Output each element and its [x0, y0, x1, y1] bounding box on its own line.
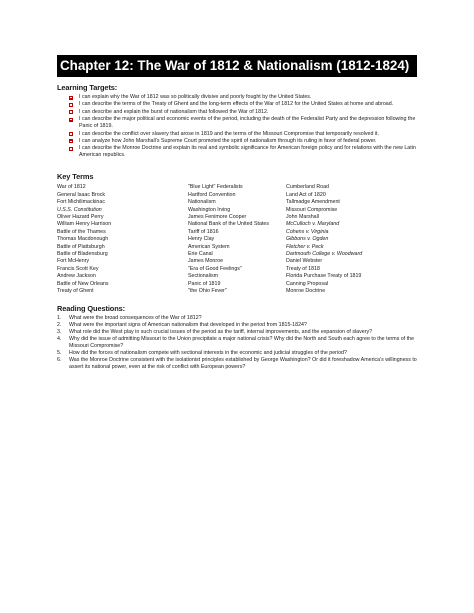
red-square-bullet-icon — [69, 110, 73, 114]
key-term: John Marshall — [286, 213, 319, 220]
question-number: 6. — [57, 357, 62, 364]
question-number: 5. — [57, 350, 62, 357]
question-text: What role did the West play in such crucial issues of the period as the tariff, internal improvements, and the expansion of slavery? — [69, 329, 373, 336]
key-term: Tariff of 1816 — [188, 228, 219, 235]
learning-target-text: I can explain why the War of 1812 was so politically divisive and poorly fought by the United States. — [79, 94, 312, 100]
key-term: Thomas Macdonough — [57, 236, 109, 243]
key-term: James Fenimore Cooper — [188, 213, 247, 220]
key-term: Missouri Compromise — [286, 206, 338, 213]
learning-target-text: I can describe the conflict over slavery that arose in 1819 and the terms of the Missouri Compromise that temporarily resolved it. — [79, 130, 379, 137]
key-term: Andrew Jackson — [57, 273, 96, 280]
reading-question — [57, 350, 417, 357]
key-term: Cumberland Road — [286, 184, 329, 191]
learning-target-text: I can describe and explain the burst of nationalism that followed the War of 1812. — [79, 108, 269, 115]
learning-target-item — [57, 138, 417, 145]
question-number: 4. — [57, 336, 62, 343]
key-term: U.S.S. Constitution — [57, 206, 102, 213]
key-term: National Bank of the United States — [188, 221, 269, 228]
key-term: Dartmouth College v. Woodward — [286, 251, 363, 257]
key-terms-grid — [57, 184, 417, 295]
key-term: Sectionalism — [188, 273, 219, 280]
question-number: 2. — [57, 322, 62, 329]
reading-question — [57, 329, 417, 336]
key-term: Battle of New Orleans — [57, 280, 109, 287]
key-term: "Blue Light" Federalists — [188, 184, 243, 191]
key-term: General Isaac Brock — [57, 191, 105, 198]
key-term: Cohens v. Virginia — [286, 228, 329, 235]
key-term: Panic of 1819 — [188, 280, 221, 287]
question-text: Why did the issue of admitting Missouri to the Union precipitate a major national crisis? Why did the North and South each agree to the terms of the Missouri Compromise? — [69, 336, 415, 350]
reading-questions-heading: Reading Questions: — [57, 304, 126, 314]
key-term: Nationalism — [188, 199, 216, 206]
question-text: What were the important signs of American nationalism that developed in the period from 1815-1824? — [69, 322, 307, 329]
key-term: American System — [188, 243, 230, 250]
question-text: What were the broad consequences of the War of 1812? — [69, 315, 202, 322]
key-terms-column-3 — [286, 184, 417, 295]
question-number: 1. — [57, 315, 62, 322]
red-square-bullet-icon — [69, 118, 73, 122]
learning-target-item — [57, 101, 417, 108]
reading-questions-list — [57, 315, 417, 371]
question-text: Was the Monroe Doctrine consistent with the isolationist principles established by George Washington? Or did it foreshadow America's willingness to assert its national power, even at the risk of conflict with European powers? — [69, 357, 417, 371]
key-term: Washington Irving — [188, 206, 231, 213]
reading-question — [57, 357, 417, 371]
document-page — [57, 55, 417, 371]
learning-target-item — [57, 145, 417, 159]
key-term: Fletcher v. Peck — [286, 243, 324, 250]
key-term: Battle of Plattsburgh — [57, 243, 105, 250]
learning-target-text: I can describe the major political and economic events of the period, including the death of the Federalist Party and the depression following the Panic of 1819. — [79, 116, 416, 130]
learning-target-item — [57, 116, 417, 130]
key-term: William Henry Harrison — [57, 221, 112, 228]
learning-target-item — [57, 131, 417, 138]
key-term: Erie Canal — [188, 251, 213, 257]
question-text: How did the forces of nationalism compete with sectional interests in the economic and judicial struggles of the period? — [69, 350, 347, 357]
reading-question — [57, 322, 417, 329]
key-term: Francis Scott Key — [57, 265, 99, 272]
key-term: Florida Purchase Treaty of 1819 — [286, 273, 362, 280]
key-term: Daniel Webster — [286, 258, 323, 265]
red-square-bullet-icon — [69, 132, 73, 136]
key-term: "the Ohio Fever" — [188, 288, 227, 295]
key-term: Canning Proposal — [286, 280, 329, 287]
key-terms-heading: Key Terms — [57, 172, 94, 182]
key-term: Land Act of 1820 — [286, 191, 326, 198]
key-term: Henry Clay — [188, 236, 215, 243]
red-square-bullet-icon — [69, 147, 73, 151]
key-term: Gibbons v. Ogden — [286, 236, 329, 243]
chapter-title: Chapter 12: The War of 1812 & Nationalism (1812-1824) — [57, 55, 417, 77]
key-term: Treaty of 1818 — [286, 265, 320, 272]
key-term: Battle of the Thames — [57, 228, 106, 235]
key-term: McCulloch v. Maryland — [286, 221, 340, 228]
key-term: James Monroe — [188, 258, 224, 265]
key-term: Battle of Bladensburg — [57, 251, 108, 257]
reading-question — [57, 315, 417, 322]
key-term: War of 1812 — [57, 184, 86, 191]
key-term: Fort McHenry — [57, 258, 90, 265]
red-square-bullet-icon — [69, 96, 73, 100]
reading-question — [57, 336, 417, 350]
key-terms-column-1 — [57, 184, 188, 295]
key-term: "Era of Good Feelings" — [188, 265, 242, 272]
learning-target-item — [57, 94, 417, 101]
key-term: Fort Michilimackinac — [57, 199, 105, 206]
key-term: Monroe Doctrine — [286, 288, 326, 295]
learning-target-item — [57, 109, 417, 116]
key-term: Treaty of Ghent — [57, 288, 94, 295]
question-number: 3. — [57, 329, 62, 336]
red-square-bullet-icon — [69, 103, 73, 107]
key-term: Tallmadge Amendment — [286, 199, 340, 206]
learning-target-text: I can describe the terms of the Treaty of Ghent and the long-term effects of the War of 1812 for the United States at home and abroad. — [79, 101, 394, 108]
learning-target-text: I can describe the Monroe Doctrine and explain its real and symbolic significance for American foreign policy and for relations with the new Latin American republics. — [79, 145, 416, 159]
key-term: Oliver Hazard Perry — [57, 213, 104, 220]
key-terms-column-2 — [188, 184, 286, 295]
learning-targets-heading: Learning Targets: — [57, 83, 118, 92]
red-square-bullet-icon — [69, 139, 73, 143]
learning-target-text: I can analyze how John Marshall's Supreme Court promoted the spirit of nationalism through its ruling in favor of federal power. — [79, 137, 377, 144]
key-term: Hartford Convention — [188, 191, 236, 198]
learning-targets-list — [57, 94, 417, 159]
